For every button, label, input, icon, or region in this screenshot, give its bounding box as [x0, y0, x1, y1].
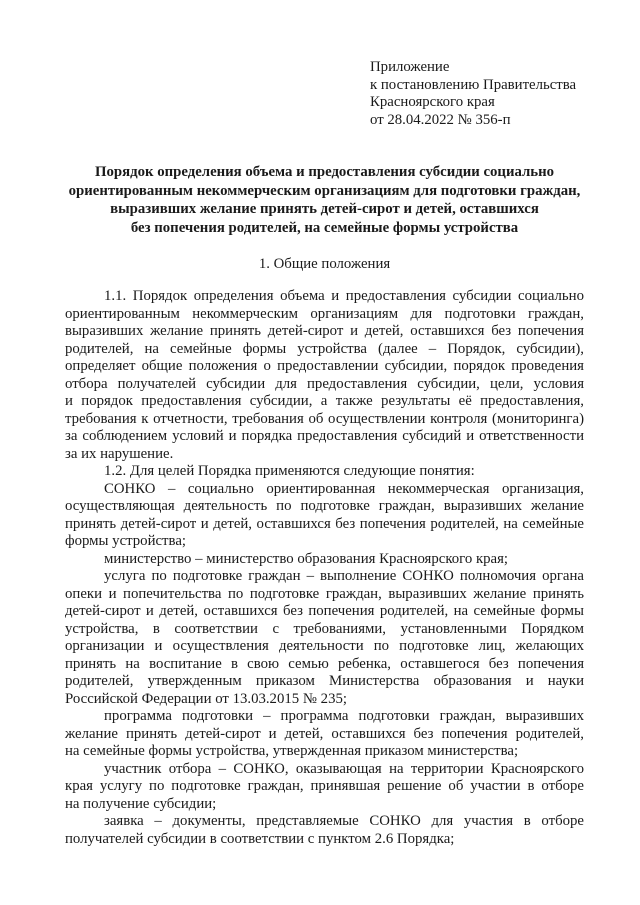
text-line: организации и осуществления деятельности по подготовке лиц, желающих: [65, 638, 584, 655]
text-line: ориентированным некоммерческим организациям для подготовки граждан,: [65, 305, 584, 322]
title-line: выразивших желание принять детей-сирот и детей, оставшихся: [110, 201, 539, 217]
definition-ministry: [65, 551, 584, 569]
text-line: Российской Федерации от 13.03.2015 № 235;: [65, 690, 347, 707]
document-title: [65, 163, 584, 237]
text-line: за соблюдением условий и порядка предоставления субсидий и ответственности: [65, 428, 584, 445]
text-line: формы устройства;: [65, 533, 186, 550]
text-line: родителей, на семейные формы устройства (далее – Порядок, субсидии),: [65, 340, 584, 357]
text-line: получателей субсидии в соответствии с пунктом 2.6 Порядка;: [65, 830, 455, 847]
text-line: 1.1. Порядок определения объема и предоставления субсидии социально: [104, 288, 584, 305]
document-body: [65, 288, 584, 848]
attachment-note: [370, 59, 576, 129]
text-line: детей-сирот и детей, оставшихся без попечения родителей, на семейные формы: [65, 603, 584, 620]
definition-sonko: [65, 481, 584, 551]
text-line: на получение субсидии;: [65, 795, 217, 812]
text-line: края услугу по подготовке граждан, принявшая решение об участии в отборе: [65, 778, 584, 795]
text-line: родителей, утвержденным приказом Министерства образования и науки: [65, 673, 584, 690]
text-line: СОНКО – социально ориентированная некоммерческая организация,: [104, 480, 584, 497]
text-line: желание принять детей-сирот и детей, оставшихся без попечения родителей,: [65, 725, 584, 742]
text-line: выразивших желание принять детей-сирот и детей, оставшихся без попечения: [65, 323, 584, 340]
text-line: услуга по подготовке граждан – выполнение СОНКО полномочия органа: [104, 568, 584, 585]
definition-training-program: [65, 708, 584, 761]
definition-training-service: [65, 568, 584, 708]
text-line: принять детей-сирот и детей, оставшихся без попечения родителей, на семейные: [65, 515, 584, 532]
text-line: 1.2. Для целей Порядка применяются следующие понятия:: [104, 463, 475, 480]
text-line: принять на воспитание в свою семью ребенка, оставшегося без попечения: [65, 655, 584, 672]
paragraph-1-2: [65, 463, 584, 481]
text-line: отбора получателей субсидии для предоставления субсидии, цели, условия: [65, 375, 584, 392]
title-line: Порядок определения объема и предоставления субсидии социально: [94, 164, 555, 180]
text-line: на семейные формы устройства, утвержденная приказом министерства;: [65, 743, 519, 760]
section-heading: 1. Общие положения: [258, 255, 391, 272]
attachment-line: Красноярского края: [370, 94, 495, 111]
text-line: и порядок предоставления субсидии, а также результаты её предоставления,: [65, 393, 584, 410]
text-line: министерство – министерство образования Красноярского края;: [104, 550, 509, 567]
attachment-line: от 28.04.2022 № 356-п: [370, 111, 511, 128]
text-line: осуществляющая деятельность по подготовке граждан, выразивших желание: [65, 498, 584, 515]
text-line: устройства, в соответствии с требованиями, установленными Порядком: [65, 620, 584, 637]
definition-application: [65, 813, 584, 848]
text-line: опеки и попечительства по подготовке граждан, выразивших желание принять: [65, 585, 584, 602]
text-line: определяет общие положения о предоставлении субсидии, порядок проведения: [65, 358, 584, 375]
text-line: заявка – документы, представляемые СОНКО для участия в отборе: [104, 813, 584, 830]
paragraph-1-1: [65, 288, 584, 463]
title-line: без попечения родителей, на семейные формы устройства: [130, 219, 519, 236]
title-line: ориентированным некоммерческим организациям для подготовки граждан,: [68, 182, 581, 199]
attachment-line: Приложение: [370, 59, 450, 75]
text-line: требования к отчетности, требования об осуществлении контроля (мониторинга): [65, 410, 584, 427]
text-line: за их нарушение.: [65, 445, 174, 462]
attachment-line: к постановлению Правительства: [370, 76, 577, 93]
text-line: программа подготовки – программа подготовки граждан, выразивших: [104, 708, 584, 725]
definition-selection-participant: [65, 761, 584, 814]
text-line: участник отбора – СОНКО, оказывающая на территории Красноярского: [104, 760, 584, 777]
